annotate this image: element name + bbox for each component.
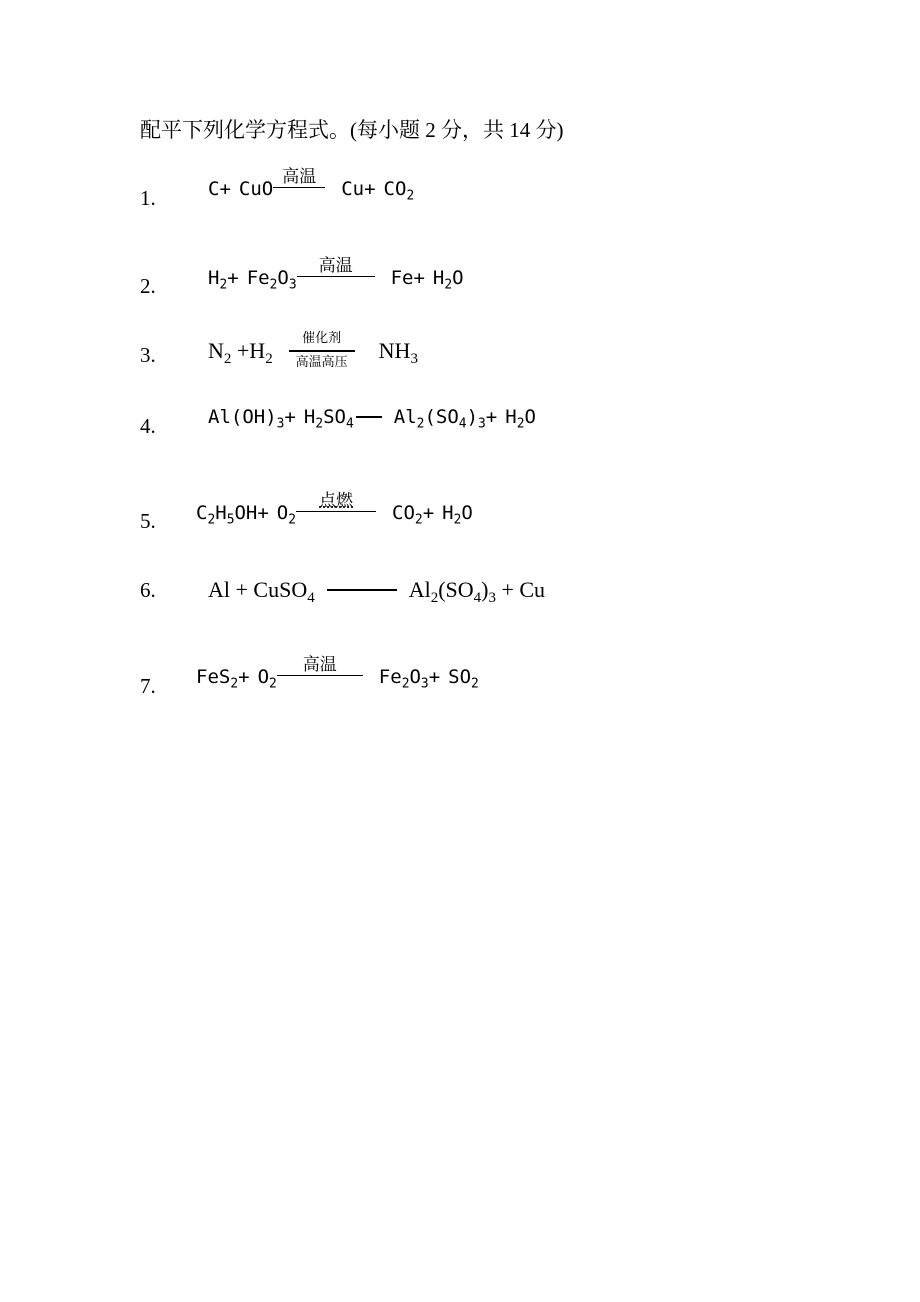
product: $Fe_2O_3+$ xyxy=(378,666,441,692)
product: $SO_2$ xyxy=(448,666,479,692)
product: $CO_2$ xyxy=(383,178,415,204)
reactant: FeS$_2$+ xyxy=(196,666,250,692)
product: $Al_2(SO_4)_3 + Cu$ xyxy=(408,577,546,607)
equation-1 xyxy=(208,167,415,204)
equation-6 xyxy=(208,577,546,607)
reactant: Al + CuSO$_4$ xyxy=(208,577,315,607)
equation-number: 4. xyxy=(140,414,156,438)
equation-5 xyxy=(196,491,473,528)
reactant: $H_2+$ xyxy=(208,267,239,293)
reaction-dash xyxy=(327,589,397,591)
reaction-arrow xyxy=(289,331,355,371)
product: Cu+ xyxy=(341,178,376,200)
question-instruction: 配平下列化学方程式。(每小题 2 分，共 14 分) xyxy=(140,118,564,142)
equation-4 xyxy=(208,406,536,432)
condition-label: 高温 xyxy=(302,655,337,675)
equation-number: 1. xyxy=(140,186,156,210)
equation-number: 6. xyxy=(140,578,156,602)
product: $CO_2+$ xyxy=(392,502,435,528)
reactant: $Fe_2O_3$ xyxy=(246,267,297,293)
product: $H_2O$ xyxy=(432,267,464,293)
reactant: $O_2$ xyxy=(257,666,277,692)
condition-label: 高温 xyxy=(282,167,317,187)
reactant: $H_2SO_4$ xyxy=(303,406,354,432)
condition-label: 高温高压 xyxy=(295,355,348,370)
product: Fe+ xyxy=(390,267,425,289)
equation-number: 5. xyxy=(140,509,156,533)
catalyst-label: 催化剂 xyxy=(302,331,342,346)
reactant: $Al(OH)_3+$ xyxy=(208,406,296,432)
equation-3 xyxy=(208,331,418,371)
equation-2 xyxy=(208,256,464,293)
reactant: $O_2$ xyxy=(276,502,297,528)
reaction-dash xyxy=(356,416,382,418)
reactant: CuO xyxy=(238,178,274,200)
equation-number: 7. xyxy=(140,674,156,698)
condition-label: 点燃 xyxy=(319,491,354,511)
product: $H_2O$ xyxy=(505,406,536,432)
reactant: $H_2$ xyxy=(249,338,273,368)
reactant: C+ xyxy=(208,178,231,200)
equation-7 xyxy=(196,655,479,692)
equation-number: 2. xyxy=(140,274,156,298)
reactant: $C_2H_5OH+$ xyxy=(196,502,269,528)
product: $H_2O$ xyxy=(442,502,473,528)
product: $Al_2(SO_4)_3+$ xyxy=(393,406,498,432)
equation-number: 3. xyxy=(140,343,156,367)
reactant: $N_2$ + xyxy=(208,338,250,368)
product: $NH_3$ xyxy=(378,338,418,368)
condition-label: 高温 xyxy=(318,256,353,276)
